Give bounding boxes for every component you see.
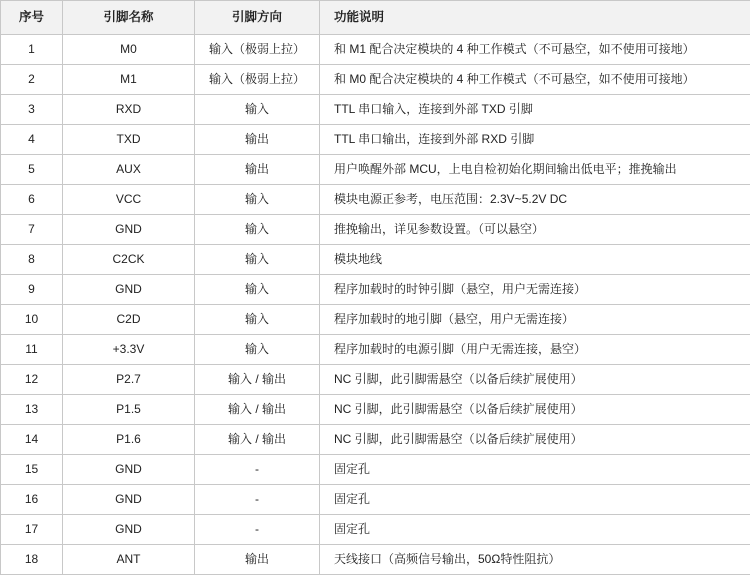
table-row bbox=[1, 125, 750, 155]
cell-direction: 输入（极弱上拉） bbox=[195, 65, 320, 95]
cell-index: 13 bbox=[1, 395, 63, 425]
table-row bbox=[1, 485, 750, 515]
cell-pin-name: TXD bbox=[63, 125, 195, 155]
cell-pin-name: GND bbox=[63, 485, 195, 515]
cell-description: NC 引脚，此引脚需悬空（以备后续扩展使用） bbox=[320, 395, 750, 425]
table-row bbox=[1, 275, 750, 305]
cell-direction: 输出 bbox=[195, 545, 320, 575]
cell-pin-name: AUX bbox=[63, 155, 195, 185]
table-header-row bbox=[1, 1, 750, 35]
cell-pin-name: C2D bbox=[63, 305, 195, 335]
cell-pin-name: VCC bbox=[63, 185, 195, 215]
cell-index: 16 bbox=[1, 485, 63, 515]
cell-index: 12 bbox=[1, 365, 63, 395]
cell-pin-name: ANT bbox=[63, 545, 195, 575]
cell-direction: - bbox=[195, 485, 320, 515]
cell-description: TTL 串口输出，连接到外部 RXD 引脚 bbox=[320, 125, 750, 155]
cell-index: 18 bbox=[1, 545, 63, 575]
table-body bbox=[1, 35, 750, 575]
cell-pin-name: GND bbox=[63, 515, 195, 545]
cell-direction: - bbox=[195, 455, 320, 485]
cell-direction: 输入 bbox=[195, 185, 320, 215]
cell-index: 9 bbox=[1, 275, 63, 305]
table-row bbox=[1, 305, 750, 335]
cell-index: 2 bbox=[1, 65, 63, 95]
cell-direction: 输出 bbox=[195, 155, 320, 185]
table-row bbox=[1, 185, 750, 215]
cell-pin-name: GND bbox=[63, 455, 195, 485]
cell-description: 模块地线 bbox=[320, 245, 750, 275]
cell-direction: - bbox=[195, 515, 320, 545]
cell-index: 17 bbox=[1, 515, 63, 545]
column-header-pin-name: 引脚名称 bbox=[63, 1, 195, 35]
cell-description: NC 引脚，此引脚需悬空（以备后续扩展使用） bbox=[320, 365, 750, 395]
cell-description: 固定孔 bbox=[320, 485, 750, 515]
cell-description: 推挽输出，详见参数设置。（可以悬空） bbox=[320, 215, 750, 245]
table-header bbox=[1, 1, 750, 35]
table-row bbox=[1, 425, 750, 455]
cell-direction: 输入 / 输出 bbox=[195, 395, 320, 425]
cell-pin-name: P2.7 bbox=[63, 365, 195, 395]
cell-description: 固定孔 bbox=[320, 455, 750, 485]
table-row bbox=[1, 245, 750, 275]
cell-description: 程序加载时的地引脚（悬空，用户无需连接） bbox=[320, 305, 750, 335]
cell-index: 7 bbox=[1, 215, 63, 245]
cell-index: 1 bbox=[1, 35, 63, 65]
cell-direction: 输入 bbox=[195, 215, 320, 245]
cell-index: 8 bbox=[1, 245, 63, 275]
cell-description: 天线接口（高频信号输出，50Ω特性阻抗） bbox=[320, 545, 750, 575]
cell-pin-name: P1.6 bbox=[63, 425, 195, 455]
cell-description: 和 M1 配合决定模块的 4 种工作模式（不可悬空，如不使用可接地） bbox=[320, 35, 750, 65]
column-header-function: 功能说明 bbox=[320, 1, 750, 35]
column-header-index: 序号 bbox=[1, 1, 63, 35]
cell-description: 和 M0 配合决定模块的 4 种工作模式（不可悬空，如不使用可接地） bbox=[320, 65, 750, 95]
cell-index: 15 bbox=[1, 455, 63, 485]
table-row bbox=[1, 455, 750, 485]
cell-pin-name: M0 bbox=[63, 35, 195, 65]
table-row bbox=[1, 545, 750, 575]
cell-description: 程序加载时的时钟引脚（悬空，用户无需连接） bbox=[320, 275, 750, 305]
cell-description: 用户唤醒外部 MCU，上电自检初始化期间输出低电平；推挽输出 bbox=[320, 155, 750, 185]
cell-description: NC 引脚，此引脚需悬空（以备后续扩展使用） bbox=[320, 425, 750, 455]
table-row bbox=[1, 515, 750, 545]
cell-pin-name: RXD bbox=[63, 95, 195, 125]
cell-pin-name: GND bbox=[63, 275, 195, 305]
table-row bbox=[1, 335, 750, 365]
cell-pin-name: GND bbox=[63, 215, 195, 245]
cell-pin-name: +3.3V bbox=[63, 335, 195, 365]
cell-index: 6 bbox=[1, 185, 63, 215]
cell-index: 3 bbox=[1, 95, 63, 125]
cell-pin-name: C2CK bbox=[63, 245, 195, 275]
cell-index: 14 bbox=[1, 425, 63, 455]
cell-direction: 输入 / 输出 bbox=[195, 365, 320, 395]
cell-index: 10 bbox=[1, 305, 63, 335]
cell-pin-name: M1 bbox=[63, 65, 195, 95]
table-row bbox=[1, 215, 750, 245]
cell-pin-name: P1.5 bbox=[63, 395, 195, 425]
cell-direction: 输入 bbox=[195, 275, 320, 305]
cell-description: 固定孔 bbox=[320, 515, 750, 545]
cell-description: 模块电源正参考，电压范围：2.3V~5.2V DC bbox=[320, 185, 750, 215]
cell-direction: 输入 / 输出 bbox=[195, 425, 320, 455]
cell-description: 程序加载时的电源引脚（用户无需连接，悬空） bbox=[320, 335, 750, 365]
table-row bbox=[1, 95, 750, 125]
table-row bbox=[1, 395, 750, 425]
column-header-direction: 引脚方向 bbox=[195, 1, 320, 35]
table-row bbox=[1, 65, 750, 95]
cell-direction: 输入 bbox=[195, 335, 320, 365]
cell-direction: 输入（极弱上拉） bbox=[195, 35, 320, 65]
cell-index: 4 bbox=[1, 125, 63, 155]
cell-direction: 输出 bbox=[195, 125, 320, 155]
table-row bbox=[1, 35, 750, 65]
cell-description: TTL 串口输入，连接到外部 TXD 引脚 bbox=[320, 95, 750, 125]
cell-direction: 输入 bbox=[195, 95, 320, 125]
cell-direction: 输入 bbox=[195, 305, 320, 335]
cell-index: 5 bbox=[1, 155, 63, 185]
cell-direction: 输入 bbox=[195, 245, 320, 275]
table-row bbox=[1, 155, 750, 185]
cell-index: 11 bbox=[1, 335, 63, 365]
table-row bbox=[1, 365, 750, 395]
